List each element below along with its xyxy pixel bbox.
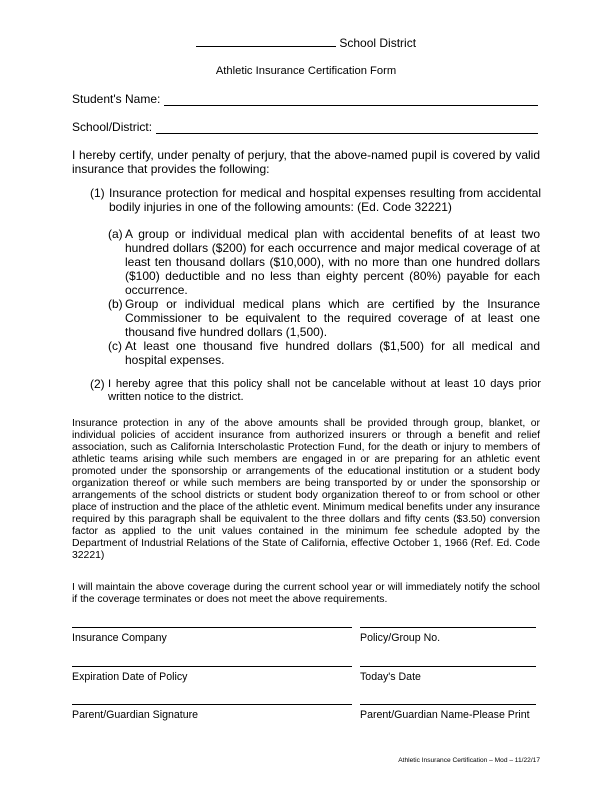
guardian-signature-label: Parent/Guardian Signature bbox=[72, 709, 199, 721]
sub-item-c-marker: (c) bbox=[108, 339, 122, 353]
sub-item-a-marker: (a) bbox=[108, 227, 123, 241]
district-suffix: School District bbox=[339, 36, 417, 50]
item-2-marker: (2) bbox=[90, 377, 105, 391]
student-name-row bbox=[72, 92, 542, 106]
footer-text: Athletic Insurance Certification – Mod – 11/22/17 bbox=[398, 757, 540, 764]
sub-item-b-marker: (b) bbox=[108, 297, 123, 311]
school-district-row bbox=[72, 120, 538, 134]
sub-item-b bbox=[108, 297, 540, 339]
guardian-name-line[interactable] bbox=[360, 704, 536, 705]
maintain-statement: I will maintain the above coverage during the current school year or will immediately notify the school if the coverage terminates or does not meet the above requirements. bbox=[72, 582, 540, 605]
school-district-label: School/District: bbox=[72, 120, 153, 134]
guardian-signature-line[interactable] bbox=[72, 704, 352, 705]
policy-group-line[interactable] bbox=[360, 627, 536, 628]
sub-items-list bbox=[108, 227, 540, 367]
district-header bbox=[196, 35, 416, 50]
district-blank[interactable] bbox=[196, 35, 336, 47]
insurance-company-line[interactable] bbox=[72, 627, 352, 628]
sub-item-a bbox=[108, 227, 540, 297]
student-name-field[interactable] bbox=[164, 94, 538, 106]
form-title: Athletic Insurance Certification Form bbox=[215, 65, 397, 77]
sub-item-b-text: Group or individual medical plans which are certified by the Insurance Commissioner to be equivalent to the required coverage of at least one thousand five hundred dollars (1,500). bbox=[125, 297, 540, 339]
item-1-marker: (1) bbox=[90, 186, 105, 200]
todays-date-line[interactable] bbox=[360, 666, 536, 667]
certify-statement: I hereby certify, under penalty of perjury, that the above-named pupil is covered by valid insurance that provides the following: bbox=[72, 148, 540, 176]
expiration-date-line[interactable] bbox=[72, 666, 352, 667]
school-district-field[interactable] bbox=[156, 122, 538, 134]
expiration-date-label: Expiration Date of Policy bbox=[72, 671, 188, 683]
item-1-text: Insurance protection for medical and hospital expenses resulting from accidental bodily injuries in one of the following amounts: (Ed. Code 32221) bbox=[109, 186, 541, 214]
sub-item-a-text: A group or individual medical plan with accidental benefits of at least two hundred dollars ($200) for each occurrence and major medical coverage of at least ten thousand dollars ($10,000), with no more than one hundred dollars ($100) deductible and no less than eighty percent (80%) payable for each occurrence. bbox=[125, 227, 540, 297]
item-1 bbox=[90, 186, 541, 214]
item-2-text: I hereby agree that this policy shall not be cancelable without at least 10 days prior written notice to the district. bbox=[108, 378, 541, 403]
policy-group-label: Policy/Group No. bbox=[360, 632, 441, 644]
sub-item-c-text: At least one thousand five hundred dollars ($1,500) for all medical and hospital expenses. bbox=[125, 339, 540, 367]
guardian-name-label: Parent/Guardian Name-Please Print bbox=[360, 709, 530, 721]
sub-item-c bbox=[108, 339, 540, 367]
todays-date-label: Today's Date bbox=[360, 671, 421, 683]
insurance-company-label: Insurance Company bbox=[72, 632, 167, 644]
item-2 bbox=[90, 378, 541, 404]
coverage-paragraph: Insurance protection in any of the above amounts shall be provided through group, blanket, or individual policies of accident insurance from authorized insurers or through a benefit and relief association, such as California Interscholastic Protection Fund, for the death or injury to members of athletic teams arising while such members are engaged in or are preparing for an athletic event promoted under the sponsorship or arrangements of the educational institution or a student body organization thereof or while such members are being transported by or under the sponsorship or arrangements of the school districts or student body organization thereof to or from school or other place of instruction and the place of the athletic event. Minimum medical benefits under any insurance required by this paragraph shall be equivalent to the three dollars and fifty cents ($3.50) conversion factor as applied to the unit values contained in the minimum fee schedule adopted by the Department of Industrial Relations of the State of California, effective October 1, 1966 (Ref. Ed. Code 32221) bbox=[72, 418, 540, 561]
student-name-label: Student's Name: bbox=[72, 92, 161, 106]
